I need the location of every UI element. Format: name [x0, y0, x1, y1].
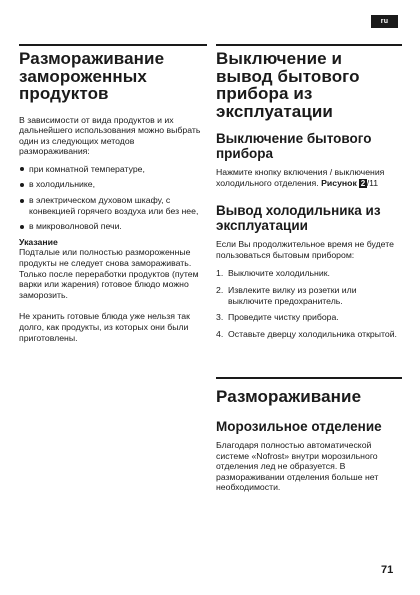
- decommission-steps-list: [216, 268, 402, 339]
- page-number: 71: [381, 564, 394, 576]
- left-column: [19, 50, 207, 343]
- switch-off-heading: Выключение бытового прибора: [216, 131, 372, 161]
- figure-number-icon: 2: [360, 178, 366, 188]
- bullet-icon: [20, 183, 24, 187]
- bullet-icon: [20, 199, 24, 203]
- list-item: в холодильнике,: [19, 179, 207, 190]
- figure-label: Рисунок: [321, 177, 357, 188]
- freezer-heading: Морозильное отделение: [216, 418, 382, 434]
- defrost-section-rule: [216, 377, 402, 379]
- decommission-intro-text: Если Вы продолжительное время не будете пользоваться бытовым прибором:: [216, 239, 394, 260]
- defrost-methods-list: [19, 164, 207, 232]
- bullet-icon: [20, 225, 24, 229]
- list-item: в электрическом духовом шкафу, с конвекцией горячего воздуха или без нее,: [19, 195, 207, 216]
- list-item: в микроволновой печи.: [19, 221, 207, 232]
- decommission-heading: Вывод холодильника из эксплуатации: [216, 203, 381, 233]
- figure-suffix: /11: [366, 177, 379, 188]
- list-item: при комнатной температуре,: [19, 164, 207, 175]
- defrost-section: [216, 388, 402, 493]
- section-title-defrosting: Размораживание: [216, 387, 362, 406]
- right-top-rule: [216, 44, 402, 46]
- note-heading: Указание: [19, 236, 58, 247]
- freezer-text: Благодаря полностью автоматической системе «Nofrost» внутри морозильного отделения лед не образуется. В размораживании отделения больше нет необходимости.: [216, 440, 379, 493]
- section-title-switching-off: Выключение и вывод бытового прибора из эксплуатации: [216, 49, 360, 121]
- language-badge: ru: [371, 15, 398, 28]
- note-text: Подталые или полностью размороженные продукты не следует снова замораживать. Только после переработки продуктов (путем варки или жарения) готовое блюдо можно заморозить.: [19, 247, 199, 300]
- defrost-intro-text: В зависимости от вида продуктов и их дальнейшего использования можно выбрать один из следующих методов размораживания:: [19, 114, 201, 157]
- list-item: 3. Проведите чистку прибора.: [216, 312, 339, 323]
- right-column: [216, 50, 402, 345]
- storage-warning-text: Не хранить готовые блюда уже нельзя так долго, как продукты, из которых они были приготовлены.: [19, 311, 190, 343]
- switch-off-text: Нажмите кнопку включения / выключения холодильного отделения. Рисунок 2 /11: [216, 167, 385, 188]
- bullet-icon: [20, 167, 24, 171]
- section-title-defrosting-food: Размораживание замороженных продуктов: [19, 49, 165, 103]
- left-top-rule: [19, 44, 207, 46]
- list-item: 2. Извлеките вилку из розетки или выключите предохранитель.: [216, 284, 357, 306]
- list-item: 4. Оставьте дверцу холодильника открытой.: [216, 328, 397, 339]
- list-item: 1. Выключите холодильник.: [216, 268, 330, 279]
